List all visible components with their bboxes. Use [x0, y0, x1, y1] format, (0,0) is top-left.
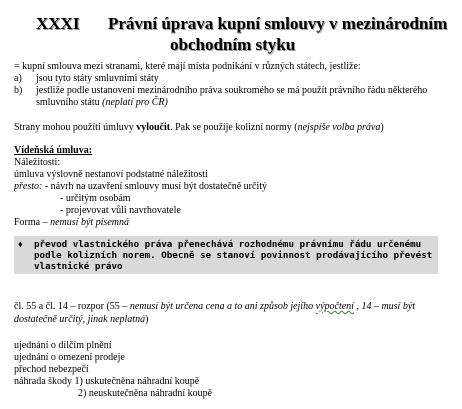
agreement-item: náhrada škody 1) uskutečněna náhradní koupě — [14, 376, 200, 387]
agreement-item: 2) neuskutečněna náhradní koupě — [78, 388, 213, 399]
vienna-line2: úmluva výslovně nestanoví podstatné náležitosti — [14, 169, 208, 180]
vienna-form-value: – nemusí být písemná — [40, 217, 129, 228]
exclusion-close: ) — [380, 122, 384, 133]
definition-note: (neplatí pro ČR) — [102, 97, 168, 108]
vienna-line3 — [14, 181, 267, 193]
articles-line1-end: musí být — [381, 301, 416, 312]
exclusion-bold-word: vyloučit — [136, 122, 171, 133]
exclusion-text-after: . Pak se použije kolizní normy ( — [170, 122, 298, 133]
highlighted-note-box — [14, 236, 438, 274]
vienna-line4: - určitým osobám — [60, 193, 131, 204]
articles-line1-mid: , 14 – — [353, 301, 382, 312]
note-line1: převod vlastnického práva přenechává rozhodnému právnímu řádu určenému — [34, 239, 422, 250]
diamond-bullet-icon: ♦ — [18, 239, 23, 249]
articles-line1-italic: nemusí být určena cena a to ani způsob jejího — [129, 301, 316, 312]
agreement-item: ujednání o dílčím plnění — [14, 340, 112, 351]
definition-line: = kupní smlouva mezi stranami, které mají místa podnikání v různých státech, jestliže: — [14, 61, 361, 72]
vienna-line1: Náležitosti: — [14, 157, 61, 168]
definition-item-b: jestliže podle ustanovení mezinárodního práva soukromého se má použít právního řádu některého — [36, 85, 428, 96]
vienna-form-label: Forma — [14, 217, 41, 228]
agreement-item: ujednání o omezení prodeje — [14, 352, 125, 363]
definition-item-a-marker: a) — [14, 73, 22, 84]
vienna-line3-label: přesto: — [14, 181, 43, 192]
definition-item-b-cont — [36, 97, 168, 109]
exclusion-text-before: Strany mohou použítí úmluvy — [14, 122, 137, 133]
exclusion-paragraph — [14, 122, 384, 134]
articles-line2-text: dostatečně určitý, jinak neplatná — [14, 314, 146, 325]
definition-item-b-cont-text: smluvního státu — [36, 97, 100, 108]
exclusion-italic-note: nejspíše volba práva — [297, 122, 381, 133]
definition-item-b-marker: b) — [14, 85, 23, 96]
vienna-form — [14, 217, 129, 229]
agreement-item: přechod nebezpečí — [14, 364, 89, 375]
definition-item-a: jsou tyto státy smluvními státy — [36, 73, 159, 84]
vienna-heading: Vídeňská úmluva: — [14, 145, 93, 156]
articles-line1 — [14, 301, 415, 313]
articles-line2 — [14, 314, 148, 326]
chapter-title-line2: obchodním styku — [170, 35, 296, 54]
articles-line1-squig: výpočtení — [315, 301, 354, 312]
articles-line2-close: ) — [145, 314, 149, 325]
chapter-number: XXXI — [36, 14, 80, 33]
note-line2: podle kolizních norem. Obecně se stanoví povinnost prodávajícího převést — [34, 250, 433, 261]
note-line3: vlastnické právo — [34, 261, 123, 272]
vienna-line3-text: - návrh na uzavření smlouvy musí být dostatečně určitý — [42, 181, 268, 192]
articles-line1-start: čl. 55 a čl. 14 – rozpor (55 – — [14, 301, 130, 312]
vienna-line5: - projevovat vůli navrhovatele — [60, 205, 181, 216]
chapter-title-line1: Právní úprava kupní smlouvy v mezinárodním — [108, 14, 448, 33]
